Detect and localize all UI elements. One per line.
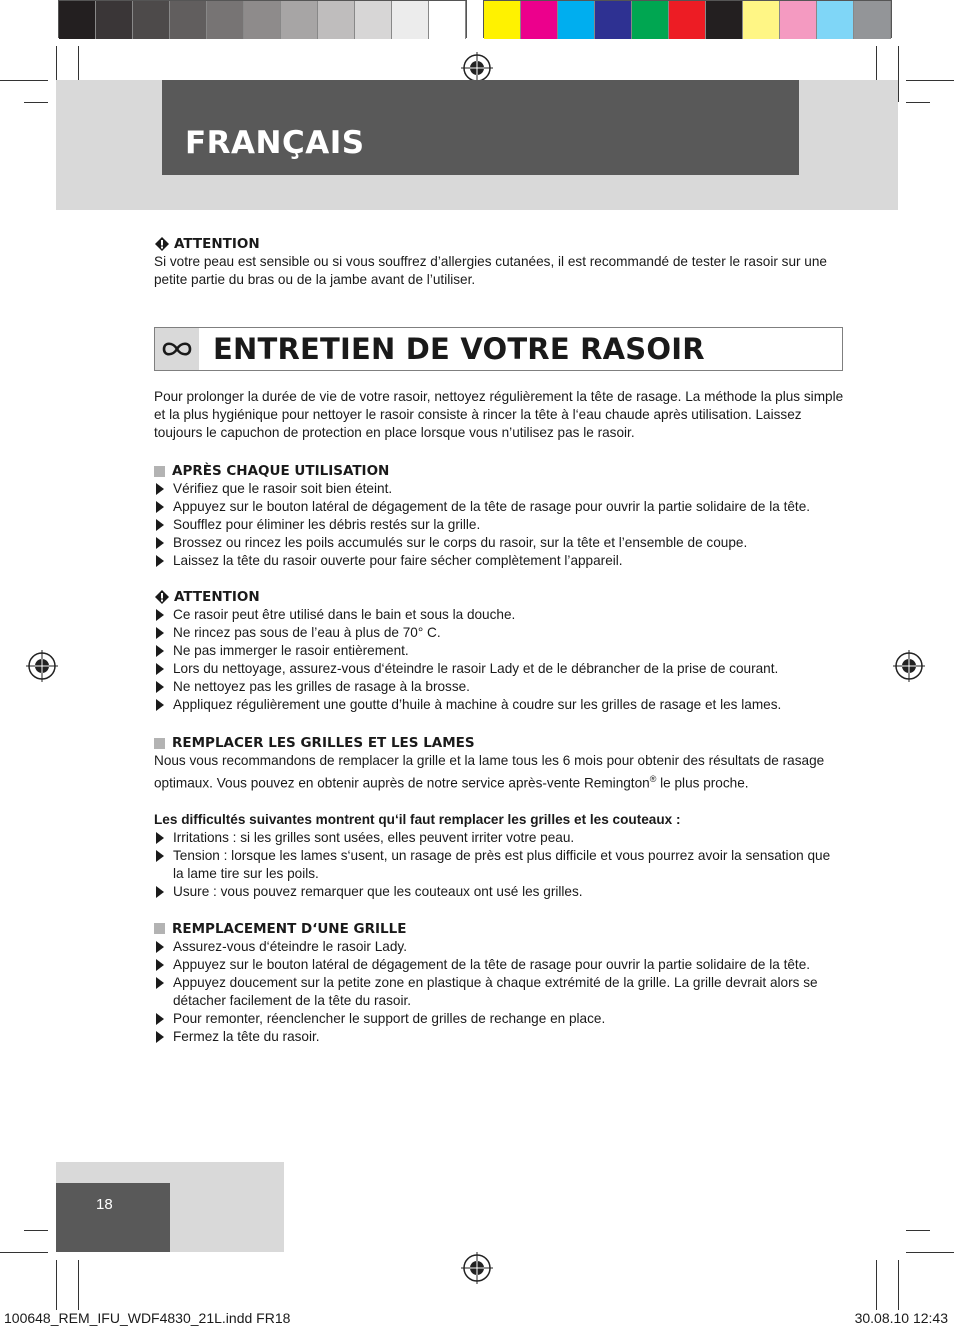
attention-heading: ATTENTION — [154, 235, 844, 253]
color-swatch — [669, 1, 706, 39]
list-item: Ne rincez pas sous de l’eau à plus de 70° C. — [154, 624, 844, 642]
list-item: Appuyez sur le bouton latéral de dégagement de la tête de rasage pour ouvrir la partie solidaire de la tête. — [154, 498, 844, 516]
color-swatch — [133, 1, 170, 39]
registration-target-icon — [26, 650, 58, 682]
page-number-box — [56, 1183, 170, 1252]
list-item: Ce rasoir peut être utilisé dans le bain et sous la douche. — [154, 606, 844, 624]
list-item: Ne pas immerger le rasoir entièrement. — [154, 642, 844, 660]
replace-paragraph: Nous vous recommandons de remplacer la grille et la lame tous les 6 mois pour obtenir des résultats de rasage optimaux. Vous pouvez en obtenir auprès de notre service après-vente Remington® le plus proche. — [154, 753, 825, 791]
color-swatch — [817, 1, 854, 39]
main-content — [154, 388, 844, 1046]
list-item: Laissez la tête du rasoir ouverte pour faire sécher complètement l’appareil. — [154, 552, 844, 570]
date-slug: 30.08.10 12:43 — [854, 1310, 948, 1326]
infinity-icon — [160, 339, 194, 359]
color-swatch — [484, 1, 521, 39]
crop-mark — [56, 1260, 57, 1310]
color-swatch — [595, 1, 632, 39]
crop-mark — [898, 1260, 899, 1310]
crop-mark — [24, 102, 48, 103]
attention-list — [154, 606, 844, 714]
crop-mark — [0, 80, 48, 81]
attention-heading: ATTENTION — [154, 588, 844, 606]
list-item: Vérifiez que le rasoir soit bien éteint. — [154, 480, 844, 498]
difficulties-heading: Les difficultés suivantes montrent qu‘il faut remplacer les grilles et les couteaux : — [154, 811, 681, 827]
replace-grid-heading: REMPLACEMENT D‘UNE GRILLE — [154, 920, 844, 938]
process-color-bar — [483, 0, 892, 38]
list-item: Assurez-vous d‘éteindre le rasoir Lady. — [154, 938, 844, 956]
intro-paragraph: Pour prolonger la durée de vie de votre rasoir, nettoyez régulièrement la tête de rasage. La méthode la plus simple et la plus hygiénique pour nettoyer le rasoir consiste à rincer la tête à l‘eau chaude après utilisation. Laissez toujours le capuchon de protection en place lorsque vous n’utilisez pas le rasoir. — [154, 389, 844, 440]
crop-mark — [906, 1252, 954, 1253]
color-swatch — [780, 1, 817, 39]
list-item: Brossez ou rincez les poils accumulés sur le corps du rasoir, sur la tête et l’ensemble de coupe. — [154, 534, 844, 552]
registration-target-icon — [893, 650, 925, 682]
color-swatch — [743, 1, 780, 39]
list-item: Fermez la tête du rasoir. — [154, 1028, 844, 1046]
registration-target-icon — [461, 1252, 493, 1284]
crop-mark — [906, 102, 930, 103]
list-item: Ne nettoyez pas les grilles de rasage à la brosse. — [154, 678, 844, 696]
list-item: Appuyez doucement sur la petite zone en plastique à chaque extrémité de la grille. La grille devrait alors se détacher facilement de la tête du rasoir. — [154, 974, 844, 1010]
color-swatch — [59, 1, 96, 39]
color-swatch — [392, 1, 429, 39]
crop-mark — [0, 1252, 48, 1253]
color-swatch — [207, 1, 244, 39]
color-swatch — [521, 1, 558, 39]
crop-mark — [24, 1230, 48, 1231]
grayscale-color-bar — [58, 0, 467, 38]
color-swatch — [558, 1, 595, 39]
color-swatch — [854, 1, 891, 39]
list-item: Soufflez pour éliminer les débris restés sur la grille. — [154, 516, 844, 534]
list-item: Tension : lorsque les lames s‘usent, un rasage de près est plus difficile et vous pourrez avoir la sensation que la lame tire sur les poils. — [154, 847, 844, 883]
list-item: Appuyez sur le bouton latéral de dégagement de la tête de rasage pour ouvrir la partie solidaire de la tête. — [154, 956, 844, 974]
square-bullet-icon — [154, 466, 165, 477]
square-bullet-icon — [154, 923, 165, 934]
crop-mark — [78, 1260, 79, 1310]
page-title: FRANÇAIS — [185, 125, 365, 161]
attention-text: Si votre peau est sensible ou si vous souffrez d’allergies cutanées, il est recommandé de tester le rasoir sur une petite partie du bras ou de la jambe avant de l’utiliser. — [154, 254, 827, 287]
color-swatch — [632, 1, 669, 39]
difficulties-list — [154, 829, 844, 901]
list-item: Usure : vous pouvez remarquer que les couteaux ont usé les grilles. — [154, 883, 844, 901]
square-bullet-icon — [154, 738, 165, 749]
file-slug: 100648_REM_IFU_WDF4830_21L.indd FR18 — [4, 1310, 291, 1326]
after-use-list — [154, 480, 844, 570]
color-swatch — [355, 1, 392, 39]
crop-mark — [906, 80, 954, 81]
section-title-box — [154, 327, 843, 371]
attention-block — [154, 235, 844, 289]
warning-icon — [154, 236, 170, 252]
color-swatch — [244, 1, 281, 39]
list-item: Pour remonter, réenclencher le support de grilles de rechange en place. — [154, 1010, 844, 1028]
color-swatch — [96, 1, 133, 39]
warning-icon — [154, 589, 170, 605]
list-item: Appliquez régulièrement une goutte d’huile à machine à coudre sur les grilles de rasage et les lames. — [154, 696, 844, 714]
section-title: ENTRETIEN DE VOTRE RASOIR — [213, 332, 705, 366]
crop-mark — [906, 1230, 930, 1231]
page-number: 18 — [96, 1196, 113, 1213]
color-swatch — [706, 1, 743, 39]
color-swatch — [429, 1, 466, 39]
after-use-heading: APRÈS CHAQUE UTILISATION — [154, 462, 844, 480]
replace-heading: REMPLACER LES GRILLES ET LES LAMES — [154, 734, 844, 752]
crop-mark — [876, 1260, 877, 1310]
list-item: Lors du nettoyage, assurez-vous d‘éteindre le rasoir Lady et de le débrancher de la prise de courant. — [154, 660, 844, 678]
color-swatch — [281, 1, 318, 39]
replace-grid-list — [154, 938, 844, 1046]
color-swatch — [170, 1, 207, 39]
section-icon-cell — [155, 328, 199, 370]
color-swatch — [318, 1, 355, 39]
crop-mark — [898, 46, 899, 102]
list-item: Irritations : si les grilles sont usées, elles peuvent irriter votre peau. — [154, 829, 844, 847]
